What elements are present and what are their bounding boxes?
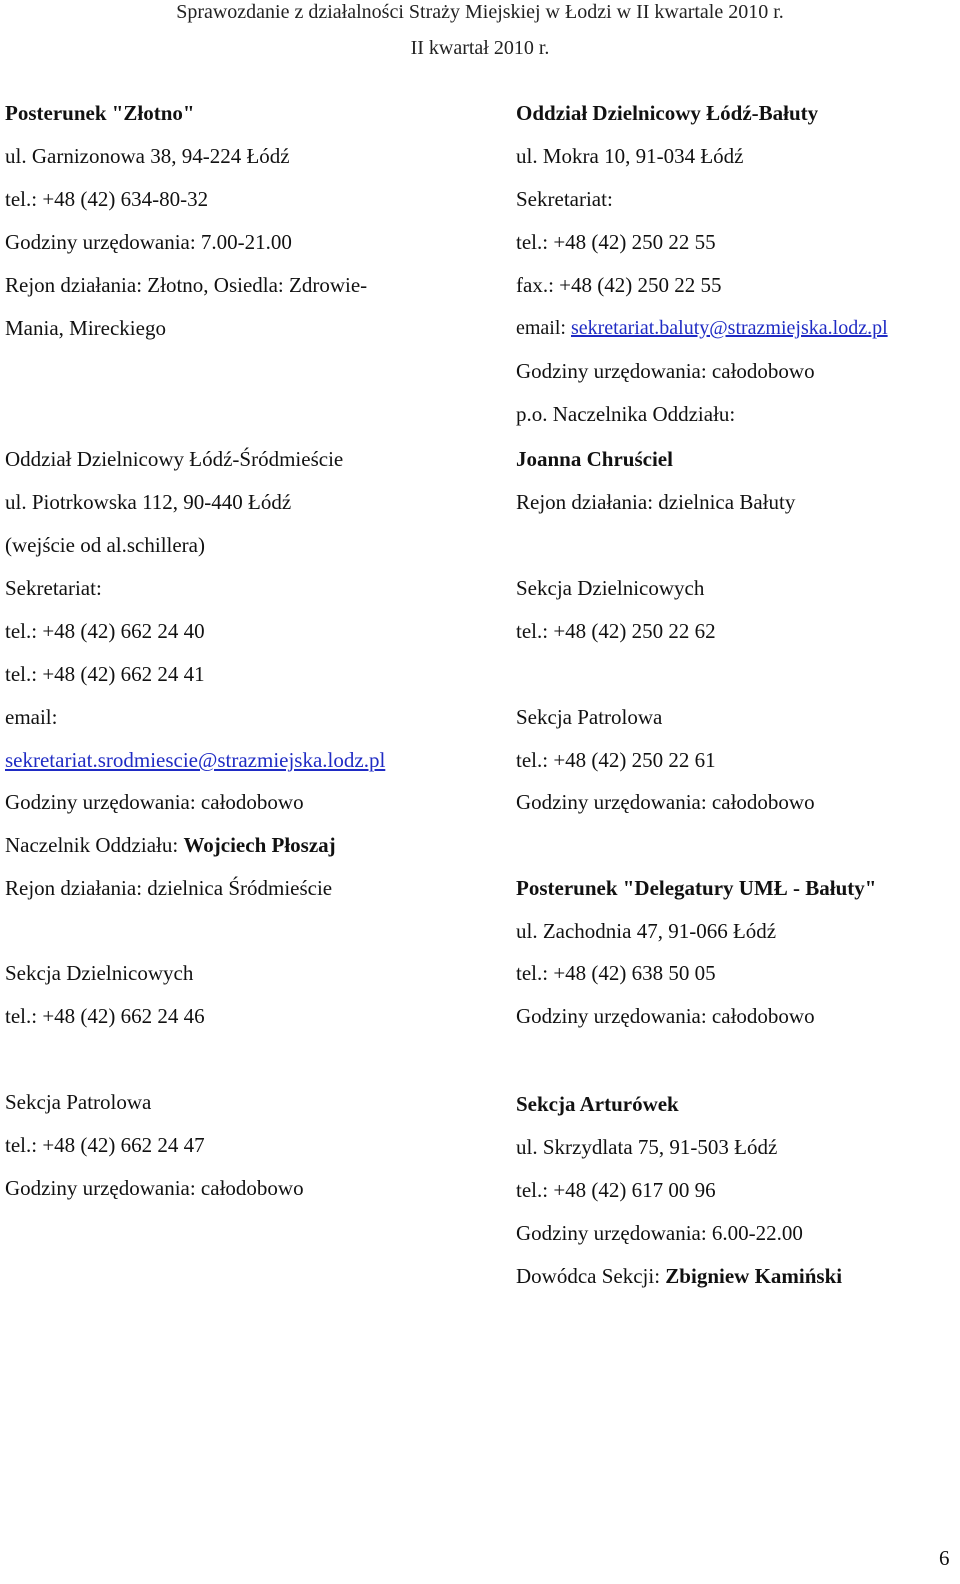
arturowek-tel: tel.: +48 (42) 617 00 96 [516, 1178, 716, 1202]
srodmiescie-chief-name: Wojciech Płoszaj [183, 833, 336, 857]
srodmiescie-tel-2: tel.: +48 (42) 662 24 41 [5, 662, 205, 686]
right-sekcja-patrolowa-hours: Godziny urzędowania: całodobowo [516, 790, 815, 814]
baluty-email-link[interactable]: sekretariat.baluty@strazmiejska.lodz.pl [570, 317, 888, 339]
arturowek-title: Sekcja Arturówek [516, 1092, 679, 1116]
srodmiescie-tel-1: tel.: +48 (42) 662 24 40 [5, 619, 205, 643]
srodmiescie-email-label: email: [5, 705, 58, 729]
srodmiescie-region: Rejon działania: dzielnica Śródmieście [5, 876, 333, 900]
left-sekcja-patrolowa-hours: Godziny urzędowania: całodobowo [5, 1176, 304, 1200]
srodmiescie-entrance: (wejście od al.schillera) [5, 533, 205, 557]
right-sekcja-patrolowa-tel: tel.: +48 (42) 250 22 61 [516, 748, 716, 772]
delegatury-tel: tel.: +48 (42) 638 50 05 [516, 961, 716, 985]
zlotno-region-line1: Rejon działania: Złotno, Osiedla: Zdrowie- [5, 273, 368, 297]
zlotno-title: Posterunek "Złotno" [5, 101, 195, 125]
baluty-hours: Godziny urzędowania: całodobowo [516, 359, 815, 383]
arturowek-commander [516, 1263, 842, 1289]
baluty-address: ul. Mokra 10, 91-034 Łódź [516, 144, 744, 168]
delegatury-title: Posterunek "Delegatury UMŁ - Bałuty" [516, 876, 877, 900]
left-sekcja-dzielnicowych-tel: tel.: +48 (42) 662 24 46 [5, 1004, 205, 1028]
baluty-title: Oddział Dzielnicowy Łódź-Bałuty [516, 101, 819, 125]
quarter-subheader: II kwartał 2010 r. [410, 37, 550, 59]
delegatury-hours: Godziny urzędowania: całodobowo [516, 1004, 815, 1028]
left-sekcja-patrolowa-tel: tel.: +48 (42) 662 24 47 [5, 1133, 205, 1157]
arturowek-address: ul. Skrzydlata 75, 91-503 Łódź [516, 1135, 778, 1159]
zlotno-address: ul. Garnizonowa 38, 94-224 Łódź [5, 144, 290, 168]
baluty-tel: tel.: +48 (42) 250 22 55 [516, 230, 716, 254]
report-header: Sprawozdanie z działalności Straży Miejskiej w Łodzi w II kwartale 2010 r. [176, 1, 784, 23]
baluty-region: Rejon działania: dzielnica Bałuty [516, 490, 796, 514]
zlotno-tel: tel.: +48 (42) 634-80-32 [5, 187, 209, 211]
zlotno-hours: Godziny urzędowania: 7.00-21.00 [5, 230, 292, 254]
delegatury-address: ul. Zachodnia 47, 91-066 Łódź [516, 919, 777, 943]
right-sekcja-dzielnicowych-tel: tel.: +48 (42) 250 22 62 [516, 619, 716, 643]
baluty-chief-name: Joanna Chruściel [516, 447, 673, 471]
baluty-acting-chief-label: p.o. Naczelnika Oddziału: [516, 402, 736, 426]
srodmiescie-hours: Godziny urzędowania: całodobowo [5, 790, 304, 814]
srodmiescie-title: Oddział Dzielnicowy Łódź-Śródmieście [5, 447, 344, 471]
baluty-email [516, 315, 888, 341]
srodmiescie-address: ul. Piotrkowska 112, 90-440 Łódź [5, 490, 292, 514]
srodmiescie-secretariat: Sekretariat: [5, 576, 102, 600]
baluty-secretariat: Sekretariat: [516, 187, 613, 211]
right-sekcja-patrolowa-title: Sekcja Patrolowa [516, 705, 663, 729]
baluty-fax: fax.: +48 (42) 250 22 55 [516, 273, 722, 297]
left-sekcja-dzielnicowych-title: Sekcja Dzielnicowych [5, 961, 194, 985]
right-sekcja-dzielnicowych-title: Sekcja Dzielnicowych [516, 576, 705, 600]
arturowek-hours: Godziny urzędowania: 6.00-22.00 [516, 1221, 803, 1245]
srodmiescie-chief [5, 832, 336, 858]
arturowek-commander-name: Zbigniew Kamiński [665, 1264, 843, 1288]
arturowek-commander-label: Dowódca Sekcji: [516, 1264, 666, 1288]
srodmiescie-email-link[interactable]: sekretariat.srodmiescie@strazmiejska.lodz.pl [5, 748, 386, 772]
baluty-email-label: email: [516, 317, 571, 339]
zlotno-region-line2: Mania, Mireckiego [5, 316, 166, 340]
page-number: 6 [939, 1546, 950, 1570]
left-sekcja-patrolowa-title: Sekcja Patrolowa [5, 1090, 152, 1114]
srodmiescie-chief-label: Naczelnik Oddziału: [5, 833, 184, 857]
